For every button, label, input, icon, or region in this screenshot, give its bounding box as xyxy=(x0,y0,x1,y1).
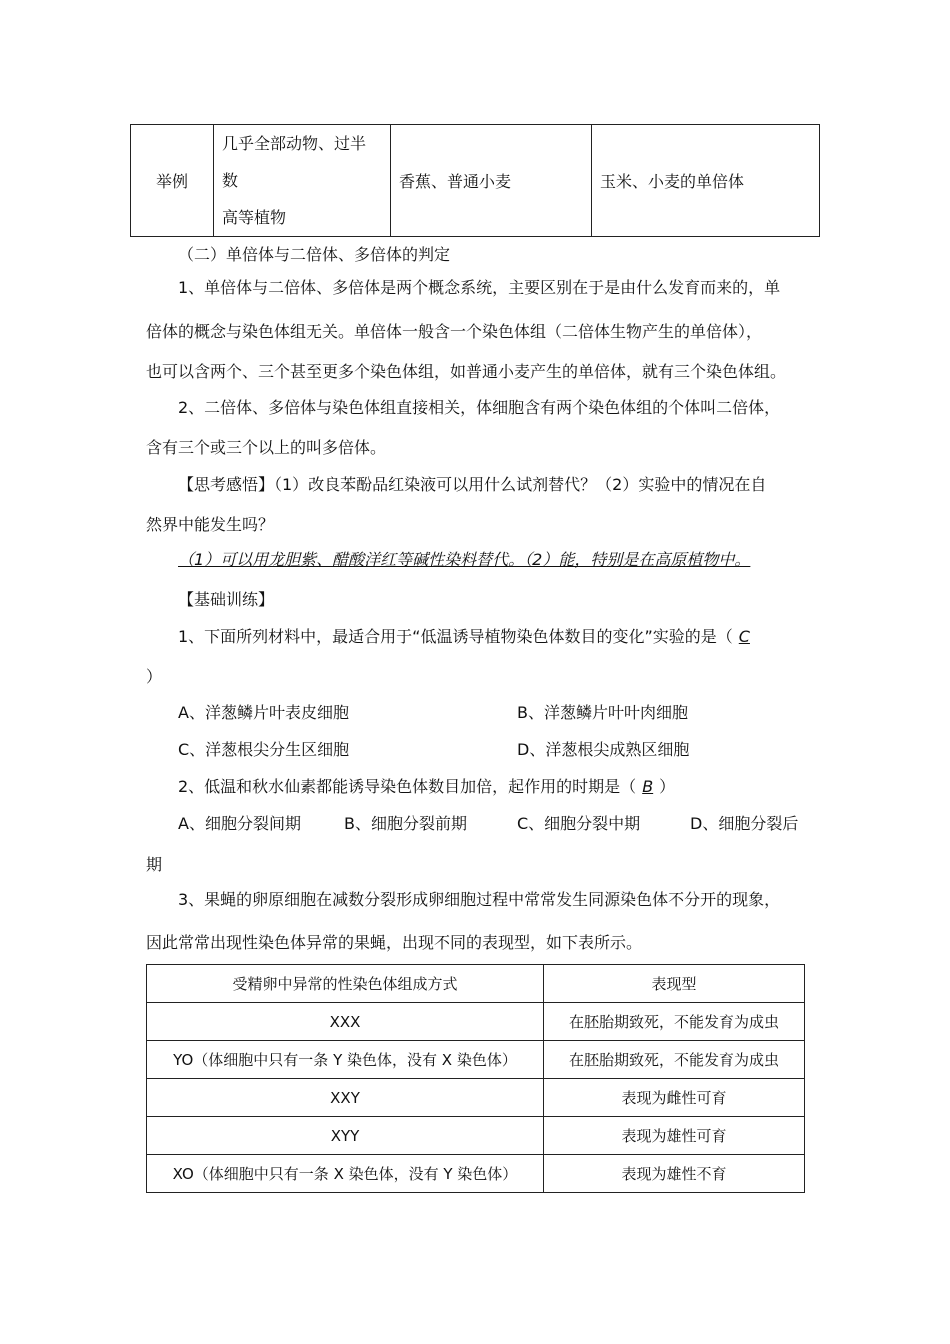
paragraph-line: 2、二倍体、多倍体与染色体组直接相关，体细胞含有两个染色体组的个体叫二倍体， xyxy=(178,398,781,417)
question-text: 1、下面所列材料中，最适合用于“低温诱导植物染色体数目的变化”实验的是（ xyxy=(178,627,733,646)
table-cell: XYY xyxy=(147,1117,544,1155)
table-cell: 在胚胎期致死，不能发育为成虫 xyxy=(544,1003,805,1041)
table-header-row xyxy=(147,965,805,1003)
option-a: A、细胞分裂间期 xyxy=(178,814,301,833)
table-row xyxy=(147,1003,805,1041)
table-row xyxy=(147,1079,805,1117)
option-b: B、洋葱鳞片叶叶肉细胞 xyxy=(517,703,688,722)
option-wrap: 期 xyxy=(146,855,163,874)
table-cell: XXX xyxy=(147,1003,544,1041)
table-row xyxy=(147,1155,805,1193)
row-header: 举例 xyxy=(131,125,214,237)
table-cell: 表现为雄性不育 xyxy=(544,1155,805,1193)
option-c: C、细胞分裂中期 xyxy=(517,814,641,833)
table-cell: XO（体细胞中只有一条 X 染色体，没有 Y 染色体） xyxy=(147,1155,544,1193)
table-row xyxy=(147,1117,805,1155)
question-close: ） xyxy=(659,777,676,796)
think-answer: （1）可以用龙胆紫、醋酸洋红等碱性染料替代。（2）能，特别是在高原植物中。 xyxy=(178,550,751,569)
answer-blank: C xyxy=(738,627,750,646)
question-2 xyxy=(178,777,675,797)
cell-line: 数 xyxy=(222,171,239,190)
table-row xyxy=(147,1041,805,1079)
paragraph-line: 含有三个或三个以上的叫多倍体。 xyxy=(146,438,387,457)
option-d: D、洋葱根尖成熟区细胞 xyxy=(517,740,690,759)
paragraph-line: 倍体的概念与染色体组无关。单倍体一般含一个染色体组（二倍体生物产生的单倍体）， xyxy=(146,322,763,341)
paragraph-line: 1、单倍体与二倍体、多倍体是两个概念系统，主要区别在于是由什么发育而来的，单 xyxy=(178,278,781,297)
training-heading: 【基础训练】 xyxy=(178,590,275,609)
table-cell: 表现为雌性可育 xyxy=(544,1079,805,1117)
table-cell: 在胚胎期致死，不能发育为成虫 xyxy=(544,1041,805,1079)
question-3-line: 3、果蝇的卵原细胞在减数分裂形成卵细胞过程中常常发生同源染色体不分开的现象， xyxy=(178,890,781,909)
think-line: 【思考感悟】（1）改良苯酚品红染液可以用什么试剂替代？（2）实验中的情况在自 xyxy=(178,475,767,494)
paragraph-line: 也可以含两个、三个甚至更多个染色体组，如普通小麦产生的单倍体，就有三个染色体组。 xyxy=(146,362,787,381)
table-header: 受精卵中异常的性染色体组成方式 xyxy=(147,965,544,1003)
question-close: ） xyxy=(146,667,163,686)
cell-line: 几乎全部动物、过半 xyxy=(222,134,367,153)
question-3-line: 因此常常出现性染色体异常的果蝇，出现不同的表现型，如下表所示。 xyxy=(146,933,643,952)
chromosome-table xyxy=(146,964,805,1193)
example-cell-3: 玉米、小麦的单倍体 xyxy=(592,125,820,237)
example-table xyxy=(130,124,820,237)
example-cell-2: 香蕉、普通小麦 xyxy=(391,125,592,237)
question-1 xyxy=(178,627,756,647)
table-cell: YO（体细胞中只有一条 Y 染色体，没有 X 染色体） xyxy=(147,1041,544,1079)
table-header: 表现型 xyxy=(544,965,805,1003)
example-cell-1 xyxy=(214,125,391,237)
option-d: D、细胞分裂后 xyxy=(690,814,799,833)
table-cell: 表现为雄性可育 xyxy=(544,1117,805,1155)
question-text: 2、低温和秋水仙素都能诱导染色体数目加倍，起作用的时期是（ xyxy=(178,777,637,796)
table-cell: XXY xyxy=(147,1079,544,1117)
option-b: B、细胞分裂前期 xyxy=(344,814,467,833)
section-heading: （二）单倍体与二倍体、多倍体的判定 xyxy=(178,245,451,264)
cell-line: 高等植物 xyxy=(222,208,287,227)
table-row xyxy=(131,125,820,237)
option-a: A、洋葱鳞片叶表皮细胞 xyxy=(178,703,349,722)
option-c: C、洋葱根尖分生区细胞 xyxy=(178,740,350,759)
answer-blank: B xyxy=(642,777,654,796)
think-line: 然界中能发生吗？ xyxy=(146,515,275,534)
